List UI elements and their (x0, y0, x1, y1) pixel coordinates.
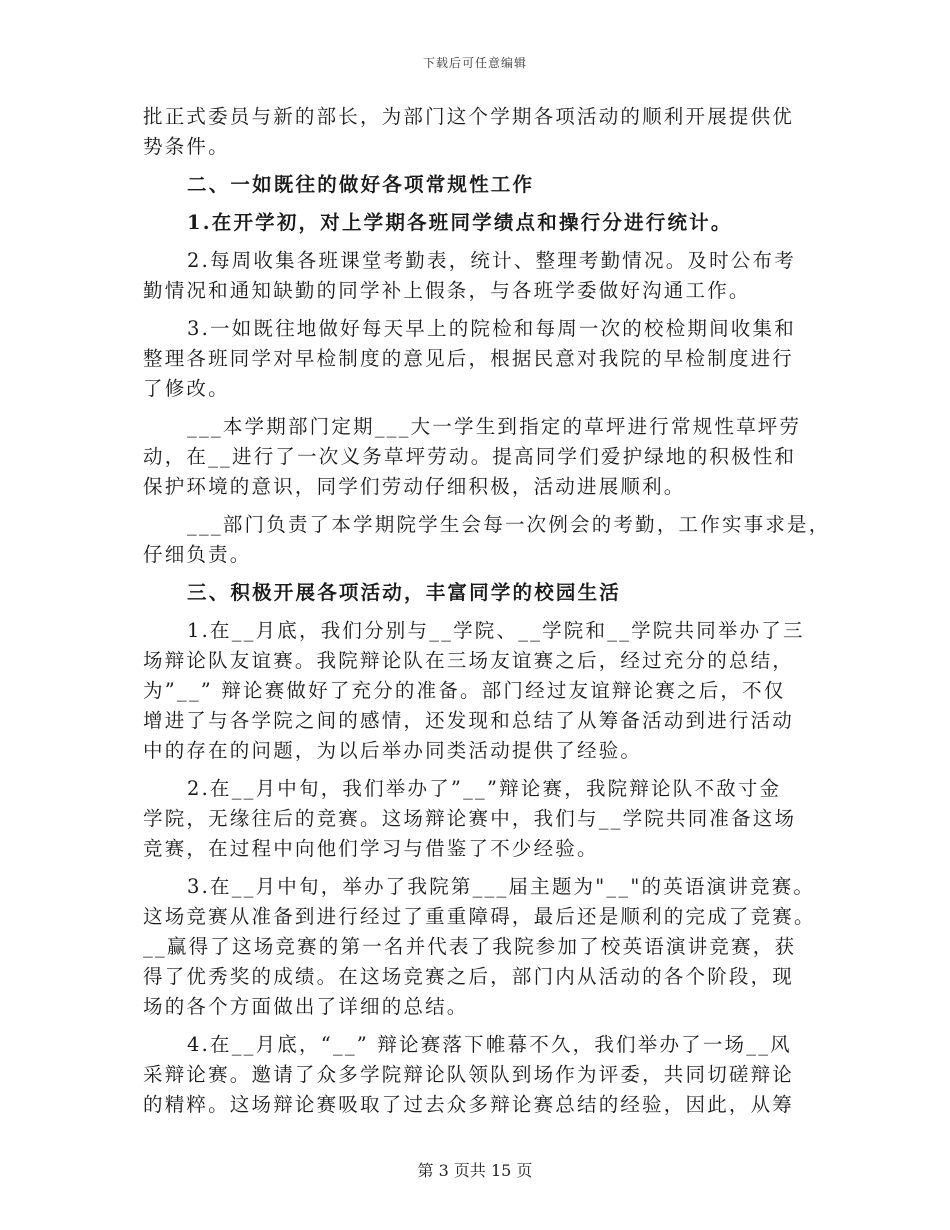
text-line: ___部门负责了本学期院学生会每一次例会的考勤，工作实事求是， (187, 513, 831, 536)
text-line: 2.在__月中旬，我们举办了”__”辩论赛，我院辩论队不敌寸金 (187, 777, 782, 800)
text-line: 为”__” 辩论赛做好了充分的准备。部门经过友谊辩论赛之后，不仅 (143, 679, 786, 702)
text-line: 竞赛，在过程中向他们学习与借鉴了不少经验。 (143, 837, 599, 860)
page-footer: 第 3 页共 15 页 (417, 1161, 533, 1180)
text-line: 场的各个方面做出了详细的总结。 (143, 995, 469, 1018)
text-line: 的精粹。这场辩论赛吸取了过去众多辩论赛总结的经验，因此，从筹 (143, 1093, 795, 1116)
text-line: 增进了与各学院之间的感情，还发现和总结了从筹备活动到进行活动 (143, 709, 795, 732)
text-line: 这场竞赛从准备到进行经过了重重障碍，最后还是顺利的完成了竞赛。 (143, 905, 816, 928)
paragraph-gap (143, 766, 818, 774)
paragraph-gap (143, 162, 818, 170)
text-line: 学院，无缘往后的竞赛。这场辩论赛中，我们与__学院共同准备这场 (143, 807, 797, 830)
text-line: 采辩论赛。邀请了众多学院辩论队领队到场作为评委，共同切磋辩论 (143, 1063, 795, 1086)
text-line: 4.在__月底，“__” 辩论赛落下帷幕不久，我们举办了一场__风 (187, 1033, 792, 1056)
text-line: 2.每周收集各班课堂考勤表，统计、整理考勤情况。及时公布考 (187, 249, 796, 272)
text-line: 得了优秀奖的成绩。在这场竞赛之后，部门内从活动的各个阶段，现 (143, 965, 795, 988)
text-line: 3.在__月中旬，举办了我院第___届主题为"__"的英语演讲竞赛。 (187, 875, 816, 898)
text-line: 场辩论队友谊赛。我院辩论队在三场友谊赛之后，经过充分的总结， (143, 649, 795, 672)
paragraph-gap (143, 570, 818, 578)
section-heading-line: 三、积极开展各项活动，丰富同学的校园生活 (187, 581, 622, 604)
section-heading-line: 1.在开学初，对上学期各班同学绩点和操行分进行统计。 (187, 211, 733, 234)
text-line: 中的存在的问题，为以后举办同类活动提供了经验。 (143, 739, 643, 762)
paragraph-gap (143, 238, 818, 246)
text-line: 整理各班同学对早检制度的意见后，根据民意对我院的早检制度进行 (143, 347, 795, 370)
text-line: __赢得了这场竞赛的第一名并代表了我院参加了校英语演讲竞赛，获 (143, 935, 797, 958)
paragraph-gap (143, 608, 818, 616)
text-line: 批正式委员与新的部长，为部门这个学期各项活动的顺利开展提供优 (143, 105, 795, 128)
paragraph-gap (143, 1022, 818, 1030)
paragraph-gap (143, 864, 818, 872)
document-body (143, 102, 831, 1120)
text-line: 动，在__进行了一次义务草坪劳动。提高同学们爱护绿地的积极性和 (143, 445, 797, 468)
text-line: 1.在__月底，我们分别与__学院、__学院和__学院共同举办了三 (187, 619, 805, 642)
paragraph-gap (143, 404, 818, 412)
page-header: 下载后可任意编辑 (422, 56, 527, 70)
text-line: 勤情况和通知缺勤的同学补上假条，与各班学委做好沟通工作。 (143, 279, 751, 302)
paragraph-gap (143, 306, 818, 314)
text-line: 了修改。 (143, 377, 230, 400)
paragraph-gap (143, 502, 818, 510)
text-line: 3.一如既往地做好每天早上的院检和每周一次的校检期间收集和 (187, 317, 796, 340)
text-line: 保护环境的意识，同学们劳动仔细积极，活动进展顺利。 (143, 475, 686, 498)
paragraph-gap (143, 200, 818, 208)
text-line: 仔细负责。 (143, 543, 252, 566)
text-line: ___本学期部门定期___大一学生到指定的草坪进行常规性草坪劳 (187, 415, 802, 438)
text-line: 势条件。 (143, 135, 230, 158)
section-heading-line: 二、一如既往的做好各项常规性工作 (187, 173, 535, 196)
